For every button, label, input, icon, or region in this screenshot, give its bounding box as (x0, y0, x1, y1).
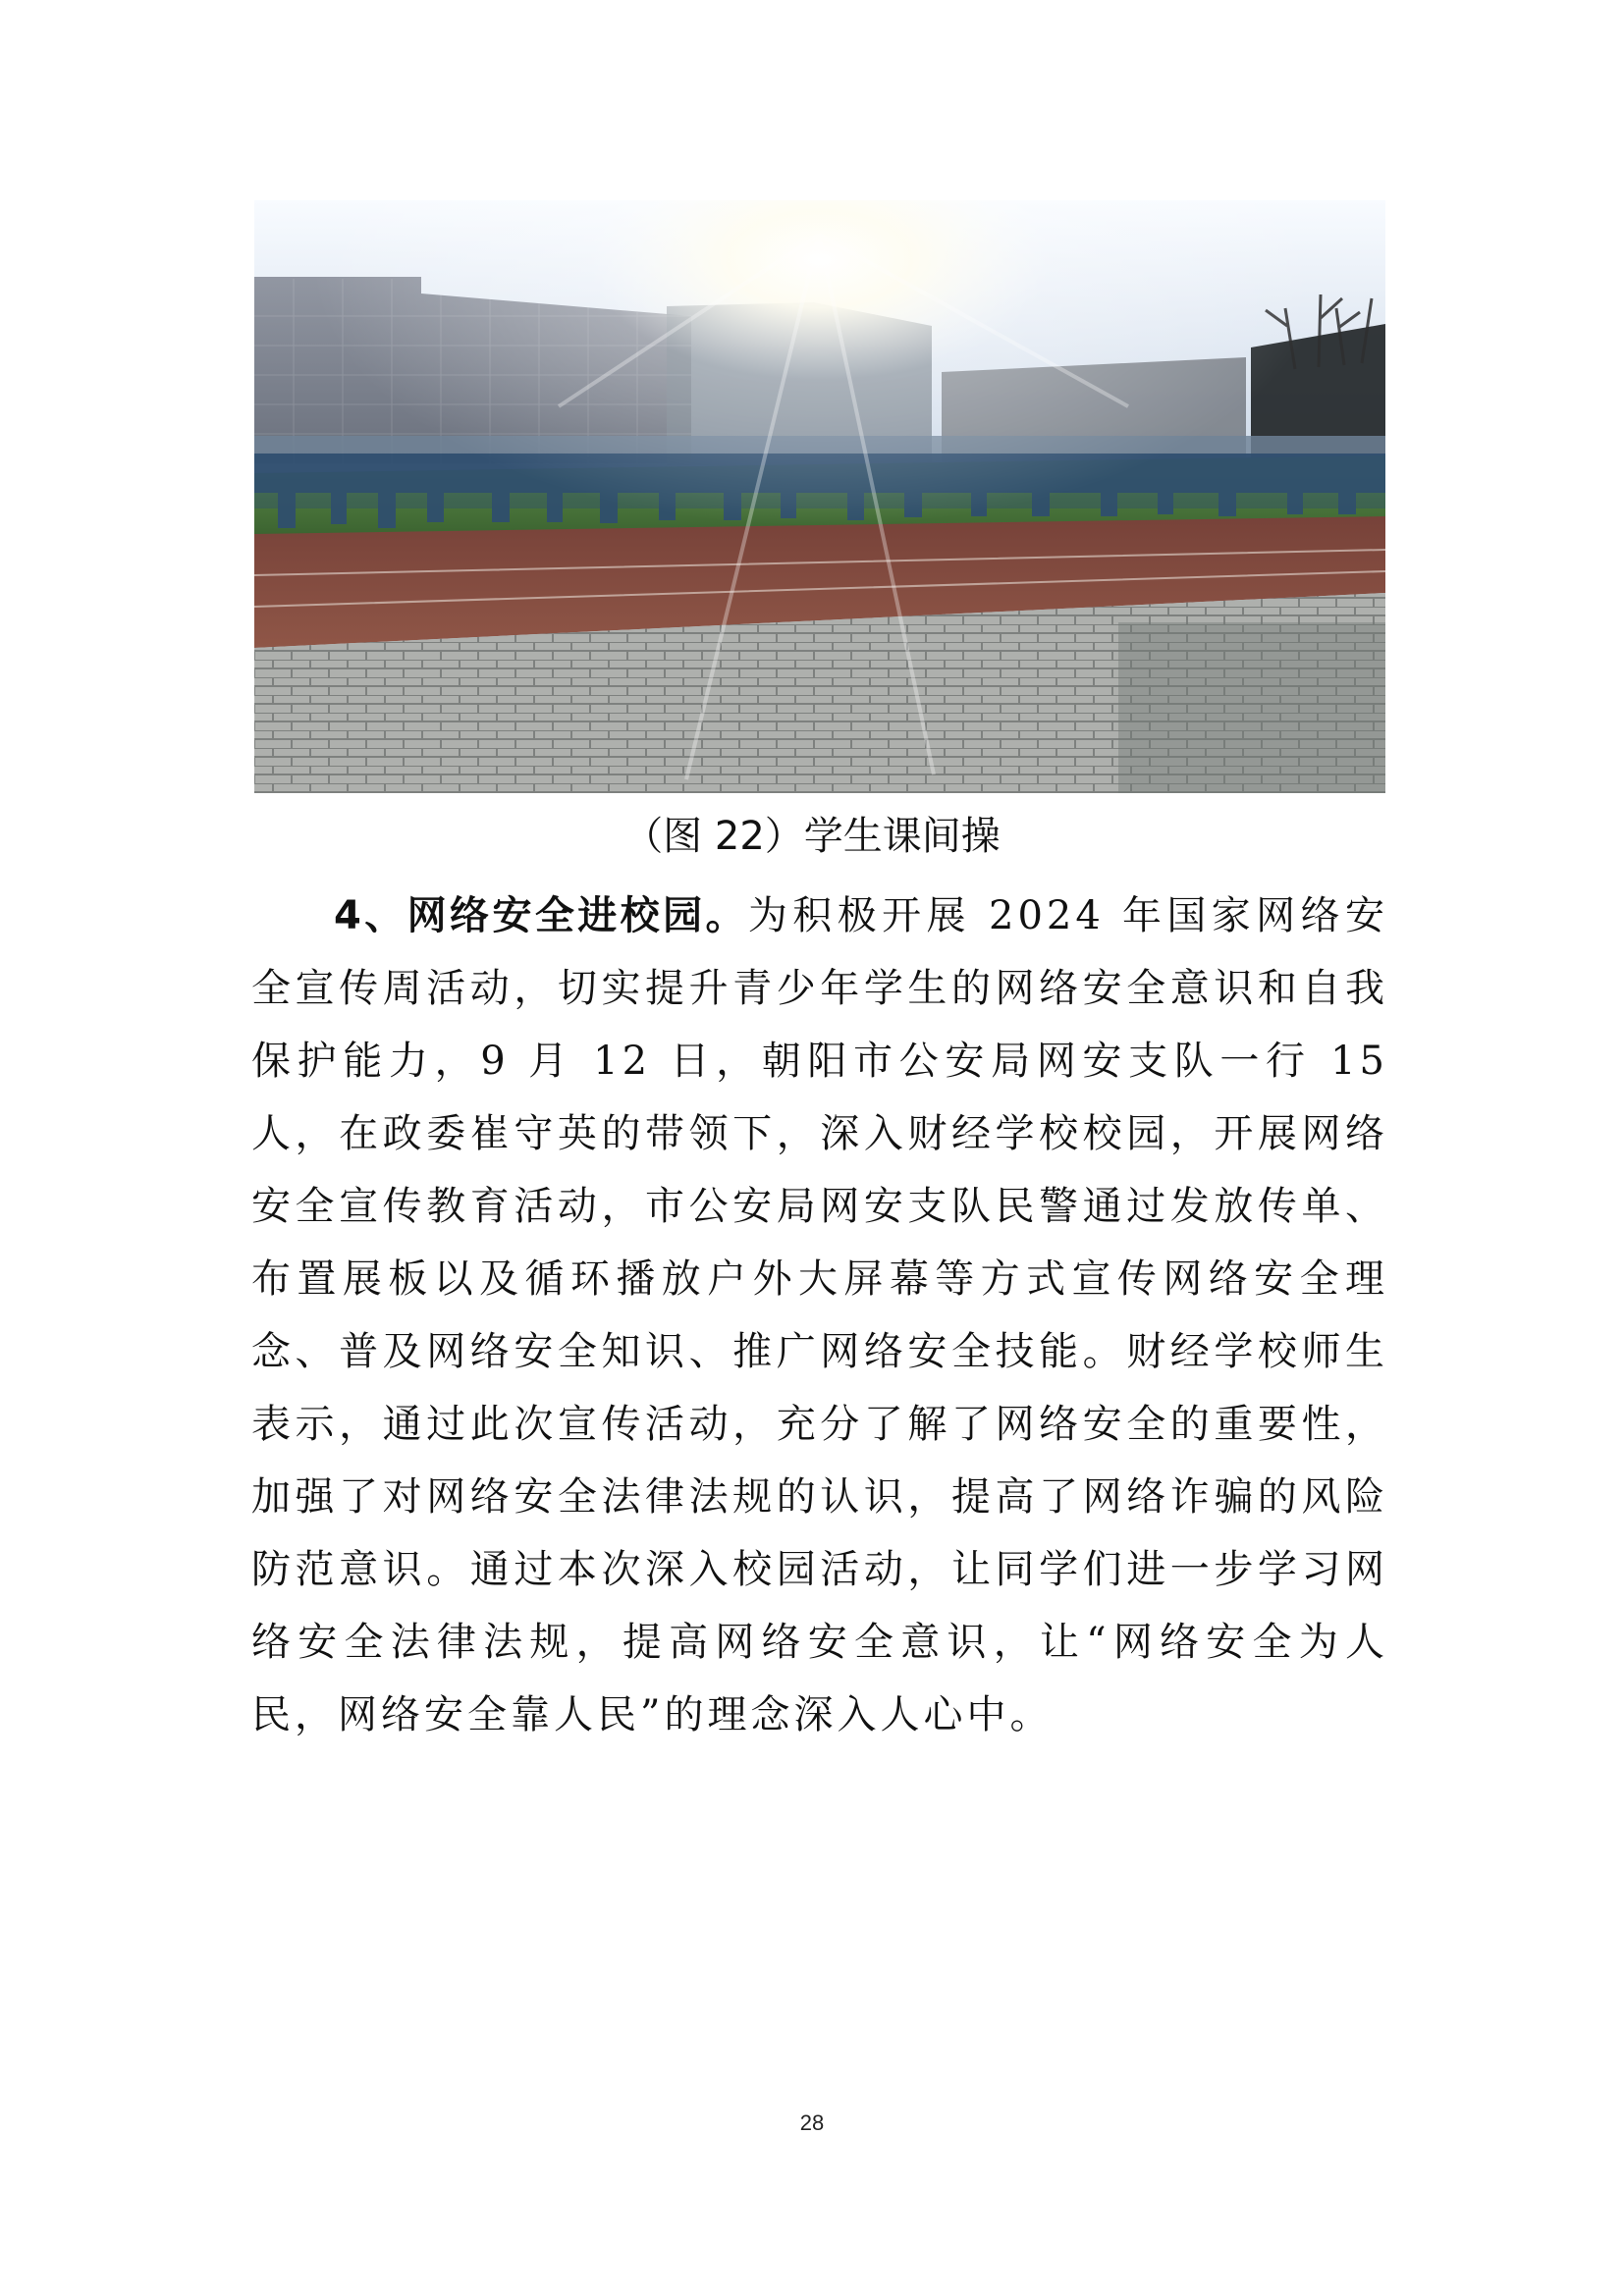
section-heading: 4、网络安全进校园。 (334, 893, 748, 938)
paragraph-body: 为积极开展 2024 年国家网络安全宣传周活动，切实提升青少年学生的网络安全意识和自我保护能力，9 月 12 日，朝阳市公安局网安支队一行 15 人，在政委崔守英的带领下，深入财经学校校园，开展网络安全宣传教育活动，市公安局网安支队民警通过发放传单、布置展板以及循环播放户外大屏幕等方式宣传网络安全理念、普及网络安全知识、推广网络安全技能。财经学校师生表示，通过此次宣传活动，充分了解了网络安全的重要性，加强了对网络安全法律法规的认识，提高了网络诈骗的风险防范意识。通过本次深入校园活动，让同学们进一步学习网络安全法律法规，提高网络安全意识，让“网络安全为人民，网络安全靠人民”的理念深入人心中。 (251, 893, 1388, 1737)
students-exercise-photo (254, 200, 1385, 793)
page-number: 28 (799, 2110, 825, 2135)
figure-caption: （图 22）学生课间操 (623, 814, 1001, 859)
section-paragraph (251, 880, 1388, 1751)
